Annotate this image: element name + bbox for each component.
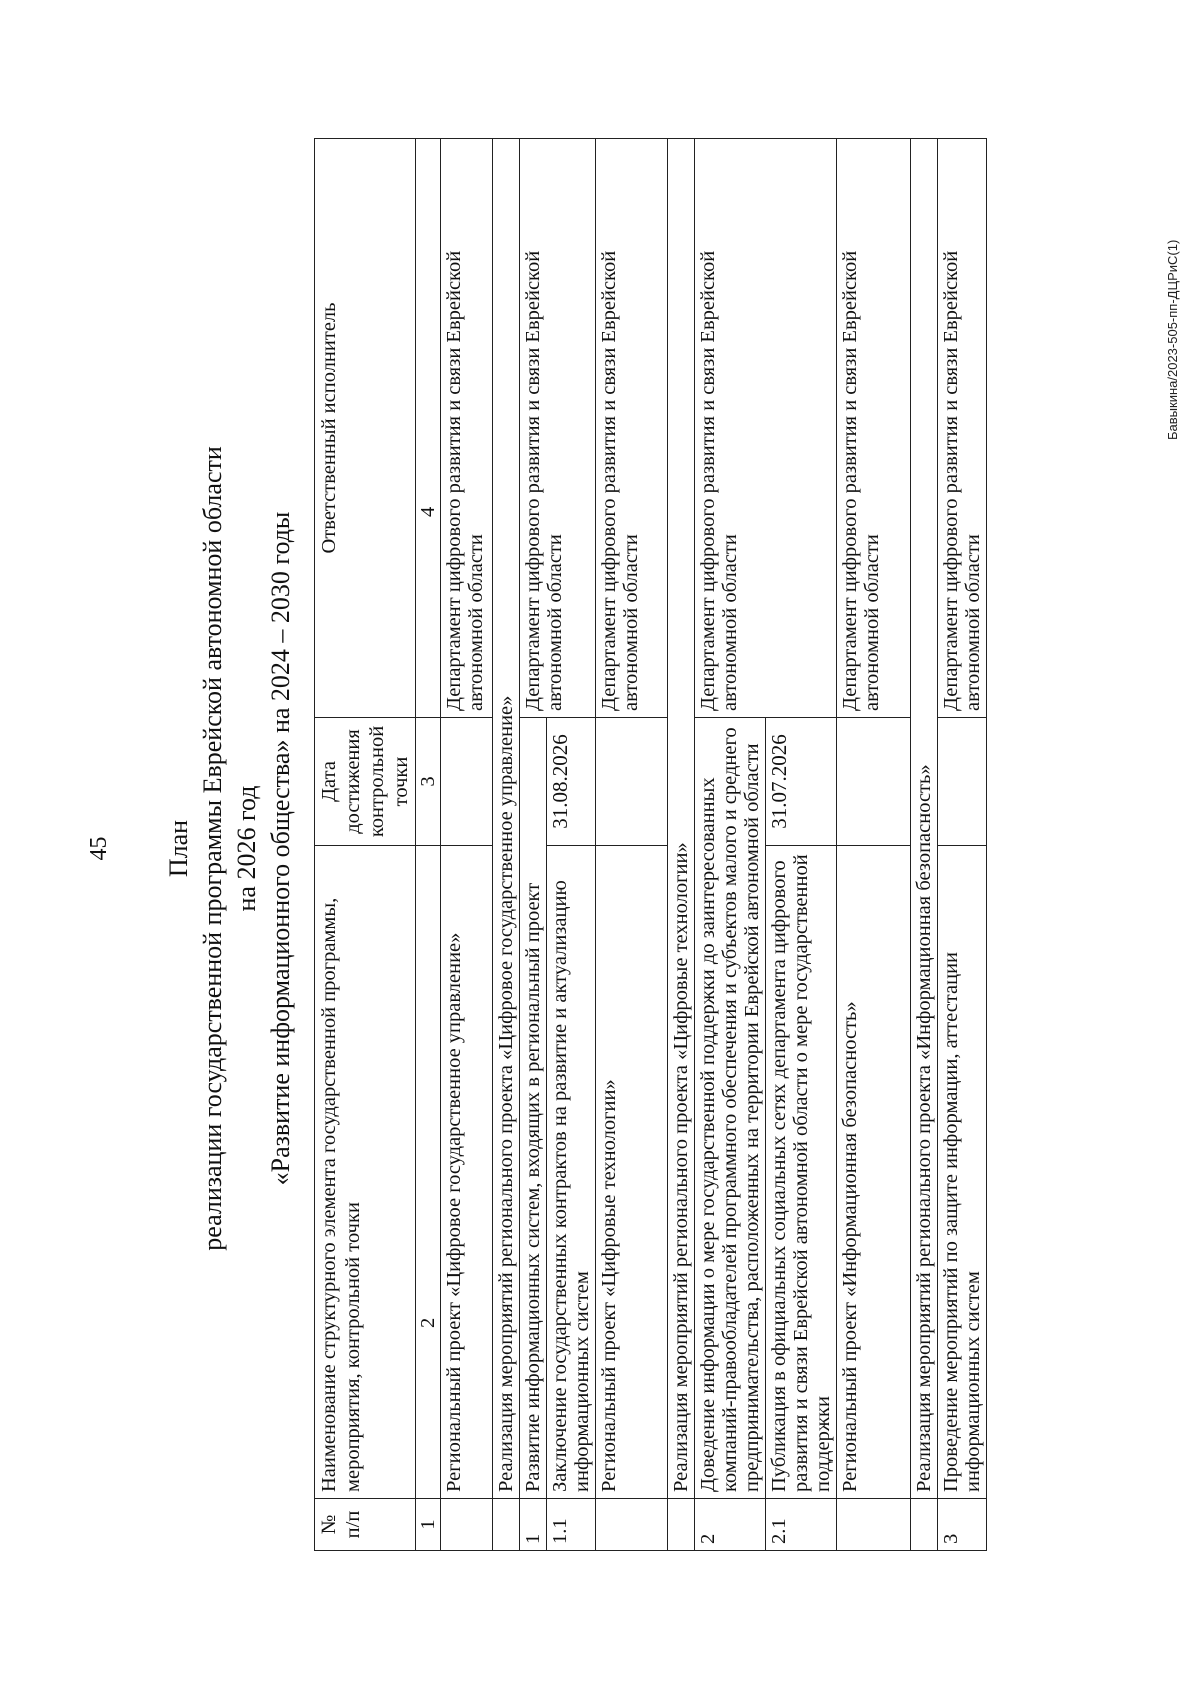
row-responsible: Департамент цифрового развития и связи Еврейской автономной области bbox=[441, 138, 493, 717]
row-responsible: Департамент цифрового развития и связи Еврейской автономной области bbox=[596, 138, 668, 717]
row-name: Заключение государственных контрактов на развитие и актуализацию информационных систем bbox=[547, 845, 596, 1498]
row-num: 2 bbox=[695, 1499, 766, 1551]
row-responsible: Департамент цифрового развития и связи Еврейской автономной области bbox=[938, 138, 987, 717]
row-date bbox=[837, 717, 911, 845]
column-number-3: 3 bbox=[416, 717, 441, 845]
row-responsible: Департамент цифрового развития и связи Еврейской автономной области bbox=[695, 138, 837, 717]
document-title bbox=[162, 0, 298, 1697]
row-num bbox=[911, 1499, 938, 1551]
row-num: 3 bbox=[938, 1499, 987, 1551]
row-num: 2.1 bbox=[766, 1499, 837, 1551]
page-number: 45 bbox=[86, 836, 112, 861]
row-responsible: Департамент цифрового развития и связи Еврейской автономной области bbox=[837, 138, 911, 717]
row-date bbox=[938, 717, 987, 845]
column-numbers-row bbox=[416, 138, 441, 1550]
table-row bbox=[938, 138, 987, 1550]
table-row bbox=[493, 138, 520, 1550]
row-name: Развитие информационных систем, входящих в региональный проект bbox=[520, 717, 547, 1498]
header-name: Наименование структурного элемента государственной программы, мероприятия, контрольной точки bbox=[315, 845, 416, 1498]
row-name: Региональный проект «Информационная безопасность» bbox=[837, 845, 911, 1498]
table-row bbox=[520, 138, 547, 1550]
row-date: 31.07.2026 bbox=[766, 717, 837, 845]
section-heading: Реализация мероприятий регионального проекта «Цифровое государственное управление» bbox=[493, 138, 520, 1498]
row-date: 31.08.2026 bbox=[547, 717, 596, 845]
title-line-1: План bbox=[164, 819, 193, 878]
title-line-4: «Развитие информационного общества» на 2024 – 2030 годы bbox=[266, 511, 295, 1186]
row-name: Региональный проект «Цифровые технологии» bbox=[596, 845, 668, 1498]
row-num bbox=[596, 1499, 668, 1551]
section-heading: Реализация мероприятий регионального проекта «Цифровые технологии» bbox=[668, 138, 695, 1498]
row-date bbox=[441, 717, 493, 845]
row-num bbox=[668, 1499, 695, 1551]
row-num bbox=[837, 1499, 911, 1551]
row-responsible: Департамент цифрового развития и связи Еврейской автономной области bbox=[520, 138, 596, 717]
row-date bbox=[596, 717, 668, 845]
table-row bbox=[441, 138, 493, 1550]
table-row bbox=[837, 138, 911, 1550]
column-number-1: 1 bbox=[416, 1499, 441, 1551]
header-num: № п/п bbox=[315, 1499, 416, 1551]
row-name: Региональный проект «Цифровое государственное управление» bbox=[441, 845, 493, 1498]
header-date: Дата достижения контрольной точки bbox=[315, 717, 416, 845]
row-name: Публикация в официальных социальных сетях департамента цифрового развития и связи Еврейской автономной области о мере государственной поддержки bbox=[766, 845, 837, 1498]
table-row bbox=[596, 138, 668, 1550]
row-num bbox=[441, 1499, 493, 1551]
row-name: Доведение информации о мере государственной поддержки до заинтересованных компаний-правообладателей программного обеспечения и субъектов малого и среднего предпринимательства, расположенных на территории Еврейской автономной области bbox=[695, 717, 766, 1498]
table-row bbox=[911, 138, 938, 1550]
plan-table bbox=[314, 138, 987, 1551]
document-id: Бавыкина/2023-505-пп-ДЦРиС(1) bbox=[1165, 239, 1180, 440]
table-row bbox=[668, 138, 695, 1550]
row-num: 1.1 bbox=[547, 1499, 596, 1551]
table-row bbox=[695, 138, 766, 1550]
column-number-4: 4 bbox=[416, 138, 441, 717]
header-row bbox=[315, 138, 416, 1550]
title-line-3: на 2026 год bbox=[232, 785, 261, 912]
row-name: Проведение мероприятий по защите информации, аттестации информационных систем bbox=[938, 845, 987, 1498]
column-number-2: 2 bbox=[416, 845, 441, 1498]
row-num bbox=[493, 1499, 520, 1551]
title-line-2: реализации государственной программы Еврейской автономной области bbox=[198, 446, 227, 1251]
section-heading: Реализация мероприятий регионального проекта «Информационная безопасность» bbox=[911, 138, 938, 1498]
header-responsible: Ответственный исполнитель bbox=[315, 138, 416, 717]
row-num: 1 bbox=[520, 1499, 547, 1551]
